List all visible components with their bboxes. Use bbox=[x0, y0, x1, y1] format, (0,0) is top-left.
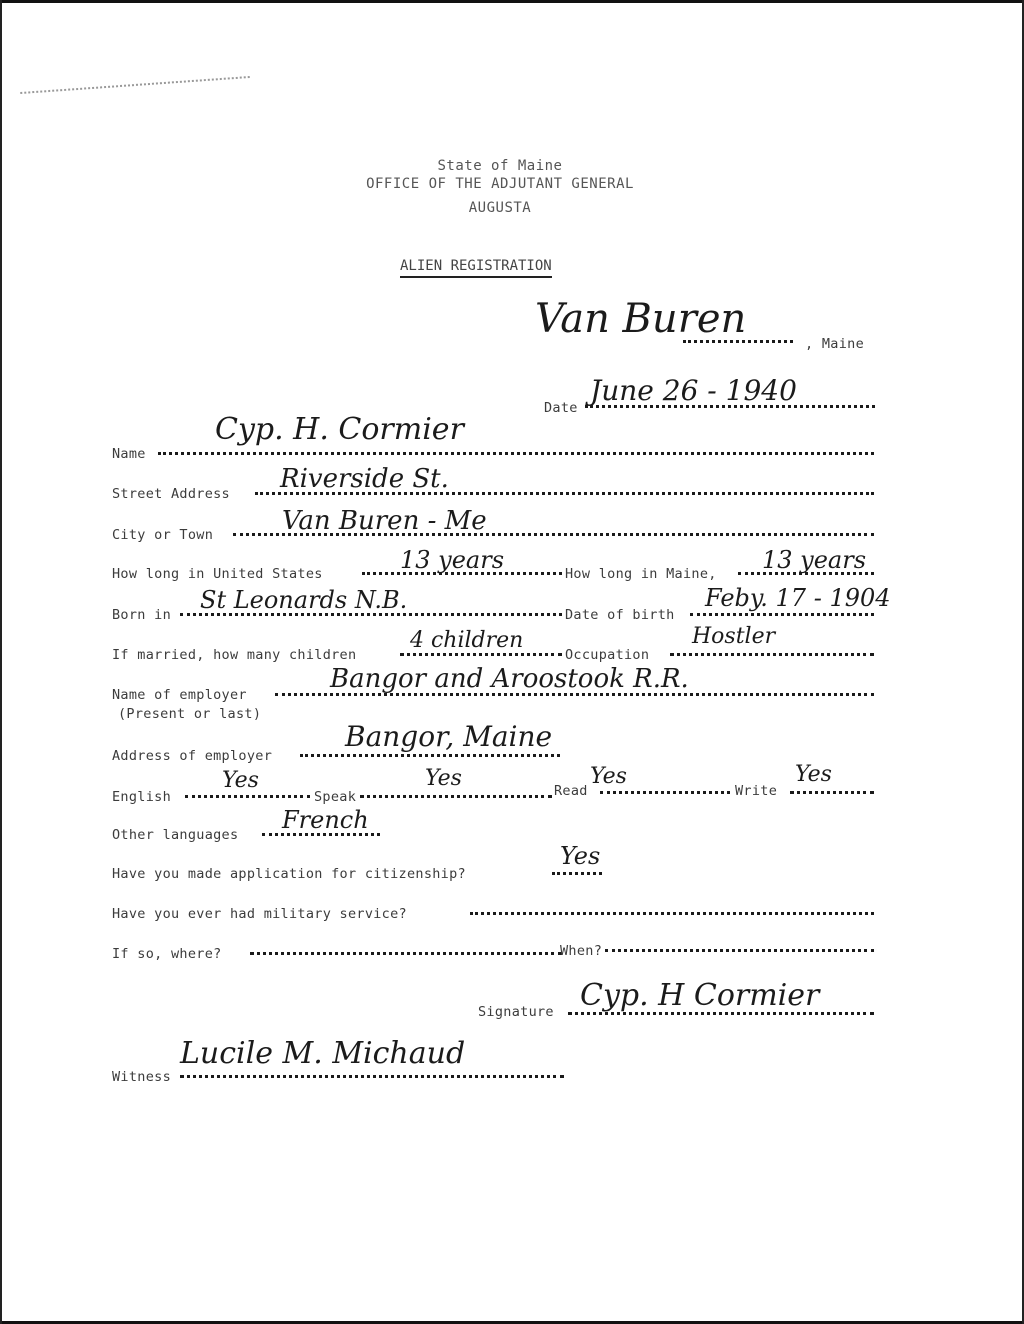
military-label: Have you ever had military service? bbox=[112, 906, 407, 922]
english-dots bbox=[185, 795, 310, 798]
how-long-us-entry: 13 years bbox=[400, 546, 505, 574]
write-entry: Yes bbox=[795, 762, 832, 787]
employer-label: Name of employer bbox=[112, 687, 247, 703]
where-dots bbox=[250, 952, 562, 955]
children-label: If married, how many children bbox=[112, 647, 357, 663]
employer-address-label: Address of employer bbox=[112, 748, 273, 764]
name-entry: Cyp. H. Cormier bbox=[215, 412, 464, 447]
employer-dots bbox=[275, 693, 874, 696]
street-address-entry: Riverside St. bbox=[280, 464, 449, 494]
street-address-dots bbox=[255, 492, 874, 495]
occupation-label: Occupation bbox=[565, 647, 650, 663]
witness-label: Witness bbox=[112, 1069, 171, 1085]
children-entry: 4 children bbox=[410, 628, 524, 653]
date-of-birth-label: Date of birth bbox=[565, 607, 675, 623]
write-dots bbox=[790, 791, 874, 794]
city-label: City or Town bbox=[112, 527, 214, 543]
where-label: If so, where? bbox=[112, 946, 222, 962]
form-title: ALIEN REGISTRATION bbox=[400, 258, 552, 278]
date-dots bbox=[585, 405, 875, 408]
date-of-birth-entry: Feby. 17 - 1904 bbox=[705, 584, 891, 612]
town-dots bbox=[683, 340, 793, 343]
born-in-entry: St Leonards N.B. bbox=[200, 586, 408, 614]
how-long-us-dots bbox=[362, 572, 562, 575]
scan-specks bbox=[20, 76, 250, 94]
signature-label: Signature bbox=[478, 1004, 554, 1020]
name-label: Name bbox=[112, 446, 146, 462]
read-entry: Yes bbox=[590, 764, 627, 789]
occupation-entry: Hostler bbox=[692, 624, 776, 649]
military-dots bbox=[470, 912, 874, 915]
witness-entry: Lucile M. Michaud bbox=[180, 1036, 466, 1071]
born-in-label: Born in bbox=[112, 607, 171, 623]
header-city: AUGUSTA bbox=[468, 200, 532, 216]
witness-dots bbox=[180, 1075, 564, 1078]
citizenship-entry: Yes bbox=[560, 842, 601, 870]
scan-edge-top bbox=[0, 0, 1024, 3]
citizenship-dots bbox=[552, 872, 602, 875]
other-languages-label: Other languages bbox=[112, 827, 239, 843]
write-label: Write bbox=[735, 783, 778, 799]
read-dots bbox=[600, 791, 730, 794]
when-label: When? bbox=[560, 943, 603, 959]
name-dots bbox=[158, 452, 874, 455]
english-label: English bbox=[112, 789, 171, 805]
how-long-maine-label: How long in Maine, bbox=[565, 566, 717, 582]
other-languages-dots bbox=[262, 833, 380, 836]
english-entry: Yes bbox=[222, 768, 259, 793]
born-in-dots bbox=[180, 613, 562, 616]
other-languages-entry: French bbox=[282, 806, 369, 834]
how-long-us-label: How long in United States bbox=[112, 566, 323, 582]
children-dots bbox=[400, 653, 562, 656]
employer-address-dots bbox=[300, 754, 560, 757]
present-or-last-label: (Present or last) bbox=[118, 706, 262, 722]
employer-entry: Bangor and Aroostook R.R. bbox=[330, 664, 689, 694]
header-office: OFFICE OF THE ADJUTANT GENERAL bbox=[366, 176, 634, 192]
town-entry: Van Buren bbox=[535, 296, 747, 342]
when-dots bbox=[605, 949, 874, 952]
date-of-birth-dots bbox=[690, 613, 874, 616]
date-label: Date bbox=[544, 400, 578, 416]
citizenship-label: Have you made application for citizenship? bbox=[112, 866, 466, 882]
occupation-dots bbox=[670, 653, 874, 656]
city-entry: Van Buren - Me bbox=[282, 506, 487, 536]
scan-edge-left bbox=[0, 0, 2, 1324]
date-entry: June 26 - 1940 bbox=[590, 374, 797, 407]
speak-dots bbox=[360, 795, 552, 798]
employer-address-entry: Bangor, Maine bbox=[345, 720, 553, 753]
street-address-label: Street Address bbox=[112, 486, 230, 502]
speak-label: Speak bbox=[314, 789, 357, 805]
header-state: State of Maine bbox=[437, 158, 563, 174]
how-long-maine-entry: 13 years bbox=[762, 546, 867, 574]
city-dots bbox=[233, 533, 874, 536]
signature-dots bbox=[568, 1012, 874, 1015]
signature-entry: Cyp. H Cormier bbox=[580, 978, 820, 1013]
how-long-maine-dots bbox=[738, 572, 874, 575]
speak-entry: Yes bbox=[425, 766, 462, 791]
maine-label: , Maine bbox=[805, 336, 864, 352]
read-label: Read bbox=[554, 783, 588, 799]
